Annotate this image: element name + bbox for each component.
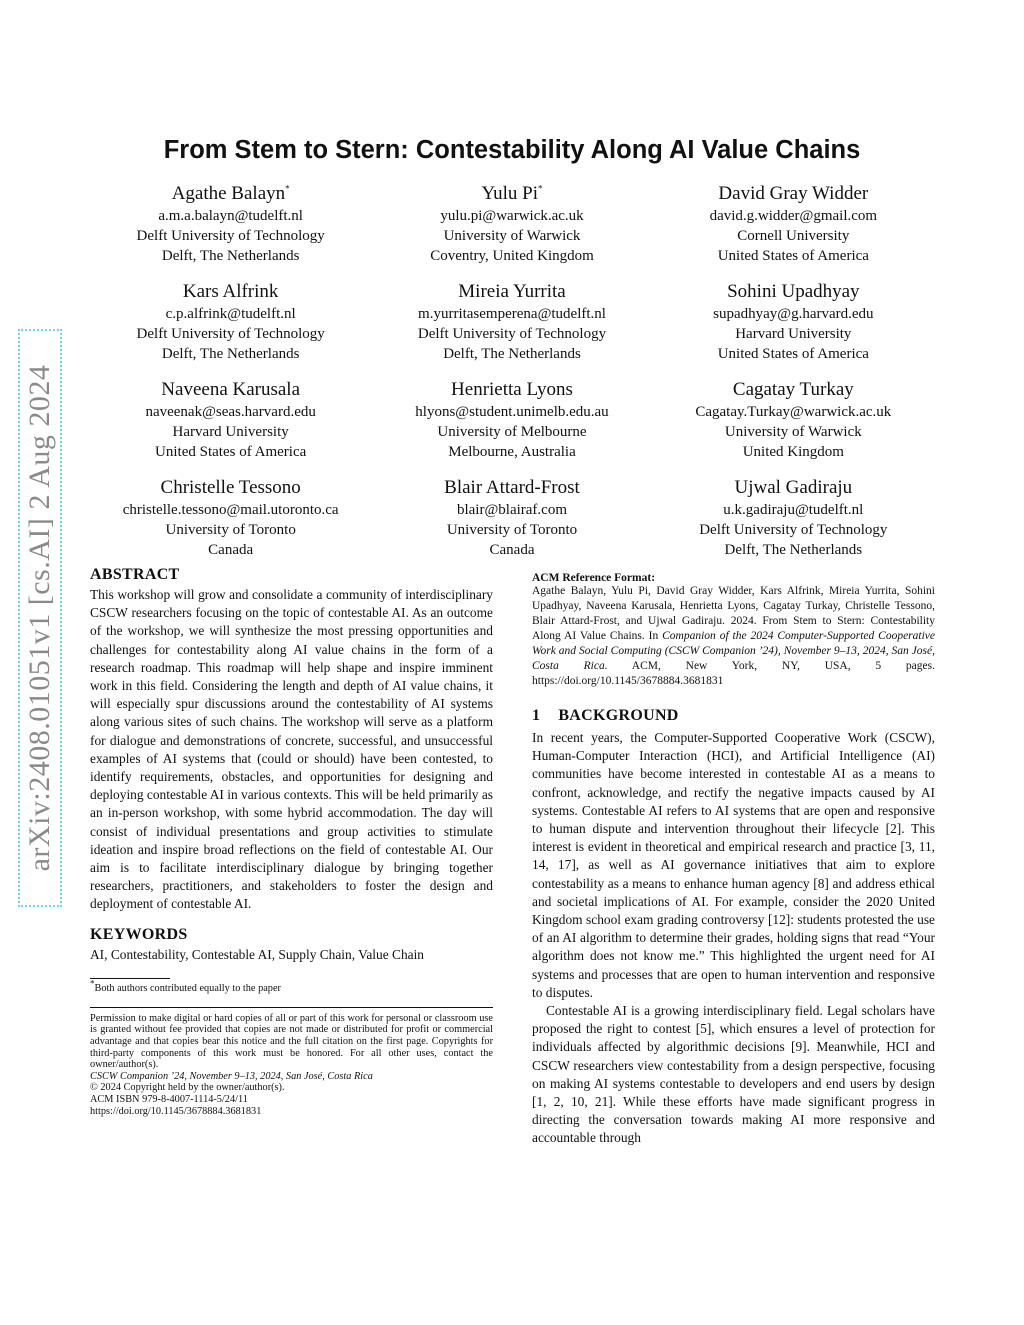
section-number: 1 [532,707,541,724]
equal-contribution-mark: * [537,183,543,194]
author-affiliation: Delft University of Technology [699,522,888,538]
abstract-heading: ABSTRACT [90,566,180,583]
reference-citation: Agathe Balayn, Yulu Pi, David Gray Widder, Kars Alfrink, Mireia Yurrita, Sohini Upadhyay, Naveena Karusala, Henrietta Lyons, Cagatay Turkay, Christelle Tessono, Blair Attard-Frost, and Ujwal Gadiraju. 2024. From Stem to Stern: Contestability Along AI Value Chains. In [532,585,935,642]
author-email: blair@blairaf.com [456,502,567,518]
section-title: BACKGROUND [558,707,679,724]
author-name: Sohini Upadhyay [727,281,860,302]
author-affiliation: Delft University of Technology [136,228,325,244]
author-entry [371,182,652,266]
author-name: Kars Alfrink [182,281,279,302]
footnote-text: Both authors contributed equally to the paper [94,982,281,994]
reference-venue: Companion of the 2024 Computer-Supported Cooperative Work and Social Computing (CSCW Companion ’24), November 9–13, 2024, San José, Costa Rica. [532,630,935,672]
arxiv-identifier: arXiv:2408.01051v1 [cs.AI] 2 Aug 2024 [23,364,56,872]
author-location: United States of America [717,248,869,264]
author-entry [90,182,371,266]
left-column [90,566,493,1117]
background-paragraph-2: Contestable AI is a growing interdisciplinary field. Legal scholars have proposed the right to contest [5], which ensures a level of protection for individuals affected by algorithmic decisions [9]. Meanwhile, HCI and CSCW researchers view contestability from a design perspective, focusing on making AI systems contestable to developers and end users by design [1, 2, 10, 21]. While these efforts have made significant progress in directing the conversation towards making AI more responsive and accountable through [532,1003,935,1146]
author-email: hlyons@student.unimelb.edu.au [415,404,609,420]
keywords-text: AI, Contestability, Contestable AI, Supply Chain, Value Chain [90,946,424,962]
author-location: Delft, The Netherlands [161,248,300,264]
author-email: christelle.tessono@mail.utoronto.ca [122,502,339,518]
author-email: Cagatay.Turkay@warwick.ac.uk [695,404,892,420]
author-location: Melbourne, Australia [448,444,576,460]
reference-publisher: ACM, New York, NY, USA, 5 pages. https://doi.org/10.1145/3678884.3681831 [532,660,935,687]
doi-link[interactable]: https://doi.org/10.1145/3678884.3681831 [90,1105,262,1117]
author-email: c.p.alfrink@tudelft.nl [165,306,296,322]
author-affiliation: University of Toronto [446,522,578,538]
author-name: Naveena Karusala [161,379,301,400]
author-location: Canada [208,542,254,558]
author-affiliation: University of Toronto [165,522,296,538]
footnote-rule [90,978,170,979]
author-affiliation: Delft University of Technology [417,326,607,342]
author-name: Henrietta Lyons [451,379,573,400]
author-entry [371,476,652,560]
author-entry [653,182,934,266]
author-location: United States of America [717,346,869,362]
author-name: David Gray Widder [718,183,869,204]
copyright-line: © 2024 Copyright held by the owner/author(s). [90,1082,285,1094]
author-entry [371,280,652,364]
author-affiliation: Cornell University [737,228,850,244]
background-heading [532,707,935,725]
author-name: Cagatay Turkay [732,379,854,400]
author-affiliation: Delft University of Technology [136,326,325,342]
author-email: naveenak@seas.harvard.edu [145,404,316,420]
reference-heading: ACM Reference Format: [532,572,656,584]
keywords-heading: KEYWORDS [90,925,188,943]
author-location: Delft, The Netherlands [724,542,863,558]
author-location: Delft, The Netherlands [443,346,581,362]
author-email: m.yurritasemperena@tudelft.nl [418,306,606,322]
paper-title: From Stem to Stern: Contestability Along AI Value Chains [163,136,861,164]
author-block [90,182,934,560]
author-entry [371,378,652,462]
footnote [90,978,493,995]
venue-line: CSCW Companion ’24, November 9–13, 2024, San José, Costa Rica [90,1070,373,1082]
permission-notice: Permission to make digital or hard copies of all or part of this work for personal or classroom use is granted without fee provided that copies are not made or distributed for profit or commercial advantage and that copies bear this notice and the full citation on the first page. Copyrights for third-party components of this work must be honored. For all other uses, contact the owner/author(s). [90,1012,493,1071]
author-name: Ujwal Gadiraju [734,477,853,498]
equal-contribution-mark: * [285,183,290,194]
author-entry [653,476,934,560]
author-email: u.k.gadiraju@tudelft.nl [723,502,864,518]
author-name: Christelle Tessono [160,477,301,498]
abstract-text: This workshop will grow and consolidate a community of interdisciplinary CSCW researchers focusing on the topic of contestable AI. As an outcome of the workshop, we will synthesize the most pressing opportunities and challenges for contestability along AI value chains in the form of a research roadmap. This roadmap will help shape and inspire imminent work in this field. Considering the length and depth of AI value chains, it will especially spur discussions around the contestability of AI systems along various sites of such chains. The workshop will serve as a platform for dialogue and demonstrations of concrete, successful, and unsuccessful examples of AI systems that (could or should) have been contested, to identify requirements, obstacles, and opportunities for designing and deploying contestable AI in various contexts. This will be held primarily as an in-person workshop, with some hybrid accommodation. The day will consist of individual presentations and group activities to stimulate ideation and inspire broad reflections on the field of contestable AI. Our aim is to facilitate interdisciplinary dialogue by bringing together researchers, practitioners, and stakeholders to foster the design and deployment of contestable AI. [90,587,493,912]
author-location: Delft, The Netherlands [161,346,300,362]
author-entry [90,280,371,364]
author-email: david.g.widder@gmail.com [709,208,878,224]
background-paragraph-1: In recent years, the Computer-Supported Cooperative Work (CSCW), Human-Computer Interaction (HCI), and Artificial Intelligence (AI) communities have become interested in contestable AI as a means to confront, acknowledge, and rectify the negative impacts caused by AI systems. Contestable AI refers to AI systems that are open and responsive to human dispute and intervention throughout their lifecycle [2]. This interest is evident in theoretical and empirical research and practice [3, 11, 14, 17], as well as AI governance initiatives that aim to explore contestability as a means to enhance human agency [8] and address ethical and societal implications of AI. For example, consider the 2020 United Kingdom school exam grading controversy [12]: students protested the use of an AI algorithm to determine their grades, holding signs that read “Your algorithm does not know me.” This highlighted the urgent need for AI systems and processes that are open to human intervention and responsive to disputes. [532,730,935,1000]
author-entry [653,378,934,462]
right-column [532,566,935,1148]
author-entry [90,476,371,560]
author-name: Agathe Balayn [171,183,286,204]
author-name: Blair Attard-Frost [444,477,580,498]
author-email: supadhyay@g.harvard.edu [713,306,874,322]
author-affiliation: Harvard University [735,326,852,342]
author-name: Yulu Pi [481,183,538,204]
author-location: United States of America [155,444,307,460]
author-entry [653,280,934,364]
author-affiliation: University of Warwick [724,424,862,440]
isbn-line: ACM ISBN 979-8-4007-1114-5/24/11 [90,1094,248,1106]
author-entry [90,378,371,462]
author-email: a.m.a.balayn@tudelft.nl [158,208,303,224]
author-location: Coventry, United Kingdom [430,248,594,264]
author-location: United Kingdom [742,444,844,460]
author-location: Canada [489,542,535,558]
author-affiliation: University of Melbourne [437,424,587,440]
author-name: Mireia Yurrita [458,281,566,302]
reference-text [532,584,935,689]
permission-rule [90,1007,493,1008]
author-email: yulu.pi@warwick.ac.uk [440,208,584,224]
author-affiliation: Harvard University [172,424,289,440]
author-affiliation: University of Warwick [443,228,581,244]
footnote-mark: * [90,978,95,989]
